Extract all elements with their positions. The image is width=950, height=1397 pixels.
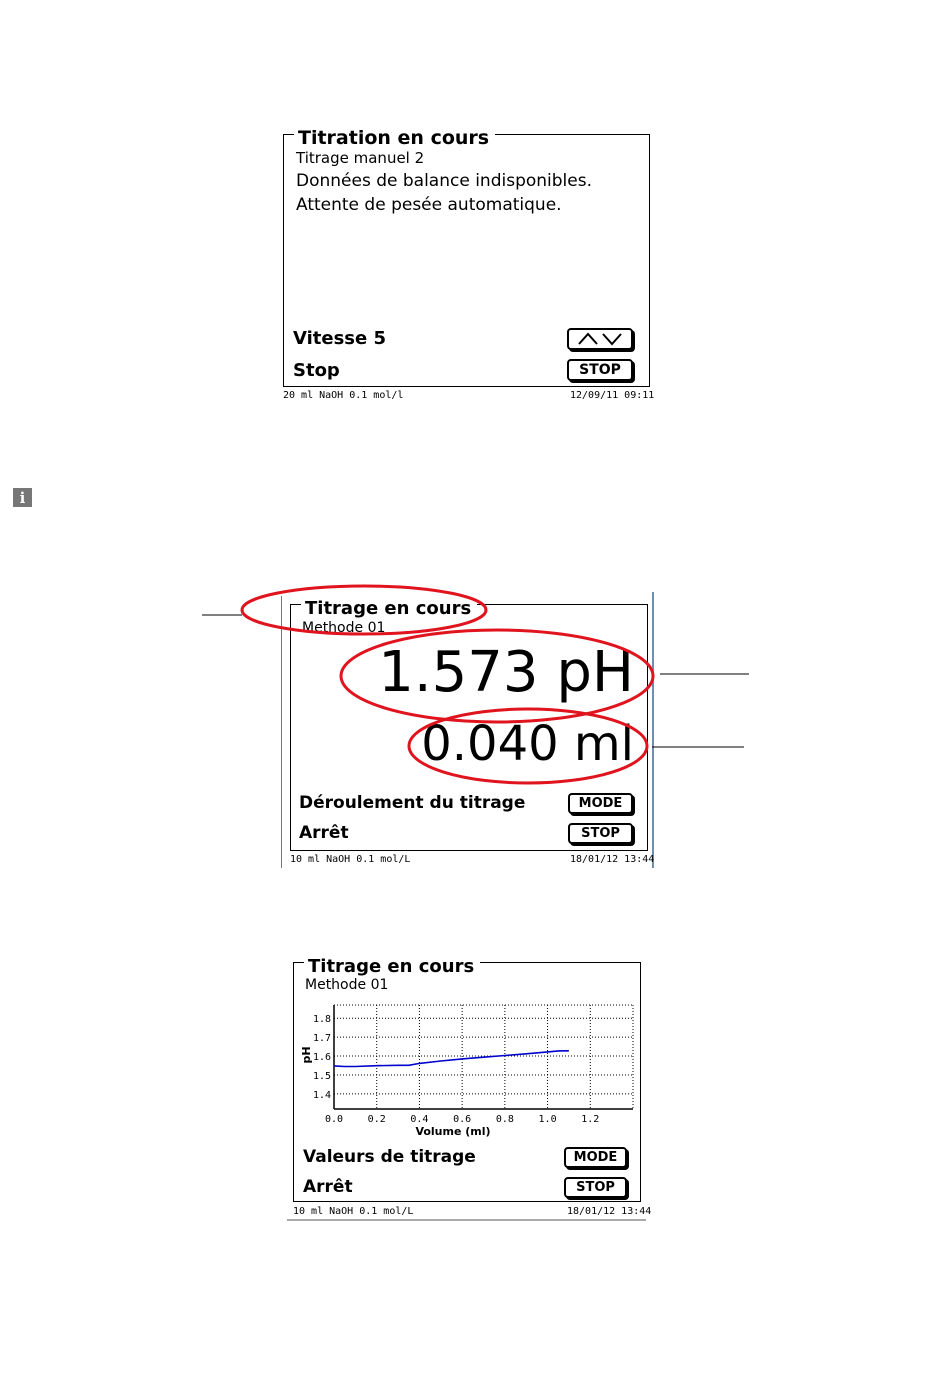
chart-y-tick-label: 1.6 [312,1052,331,1064]
screen1-message-line1: Données de balance indisponibles. [296,171,592,191]
screen3-status-right: 18/01/12 13:44 [567,1206,652,1217]
ph-value: 1.573 pH [378,640,634,705]
chart-y-tick-label: 1.7 [312,1033,331,1045]
screen3-stop-label: Arrêt [303,1177,353,1197]
screen2-title: Titrage en cours [301,600,477,618]
info-icon: i [13,488,32,507]
screen1-subtitle: Titrage manuel 2 [296,149,425,167]
titration-curve-chart [293,995,641,1140]
chart-x-tick-label: 0.4 [410,1114,429,1125]
speed-label: Vitesse 5 [293,328,387,349]
titration-course-label: Déroulement du titrage [299,793,526,813]
chart-x-tick-label: 1.0 [538,1114,557,1125]
chart-y-axis-label: pH [300,1046,313,1064]
chart-x-tick-label: 0.8 [495,1114,514,1125]
chart-x-tick-label: 0.2 [367,1114,386,1125]
chart-series-line [334,1051,569,1067]
screen1-stop-label: Stop [293,360,340,381]
title-highlight-ellipse [242,586,486,634]
chart-x-axis-label: Volume (ml) [415,1125,491,1138]
screen3-status-left: 10 ml NaOH 0.1 mol/L [293,1206,414,1217]
screen1-title: Titration en cours [294,129,495,148]
screen3-subtitle: Methode 01 [305,977,389,993]
screen1-status-right: 12/09/11 09:11 [570,390,655,401]
screen1-stop-button[interactable]: STOP [567,359,633,381]
screen1-status-left: 20 ml NaOH 0.1 mol/l [283,390,404,401]
chart-x-tick-label: 0.0 [324,1114,344,1125]
screen2-mode-button[interactable]: MODE [568,793,633,814]
screen3-stop-button[interactable]: STOP [564,1177,627,1198]
ph-highlight-ellipse [341,630,653,722]
screen2-stop-button[interactable]: STOP [568,823,633,844]
screen1-message-line2: Attente de pesée automatique. [296,195,562,215]
screen3-mode-button[interactable]: MODE [564,1147,627,1168]
screen2-subtitle: Methode 01 [302,620,386,636]
chart-y-tick-label: 1.5 [312,1070,331,1082]
screen2-stop-label: Arrêt [299,823,349,843]
screen2-status-left: 10 ml NaOH 0.1 mol/L [290,854,411,865]
chart-y-tick-label: 1.4 [312,1089,331,1101]
titration-values-label: Valeurs de titrage [303,1147,476,1167]
chart-y-tick-label: 1.8 [312,1014,331,1026]
volume-value: 0.040 ml [421,716,634,772]
screen3-title: Titrage en cours [304,958,480,976]
chart-x-tick-label: 0.6 [453,1114,472,1125]
chart-x-tick-label: 1.2 [581,1114,600,1125]
screen3-bottom-rule [287,1219,646,1221]
screen2-status-right: 18/01/12 13:44 [570,854,655,865]
